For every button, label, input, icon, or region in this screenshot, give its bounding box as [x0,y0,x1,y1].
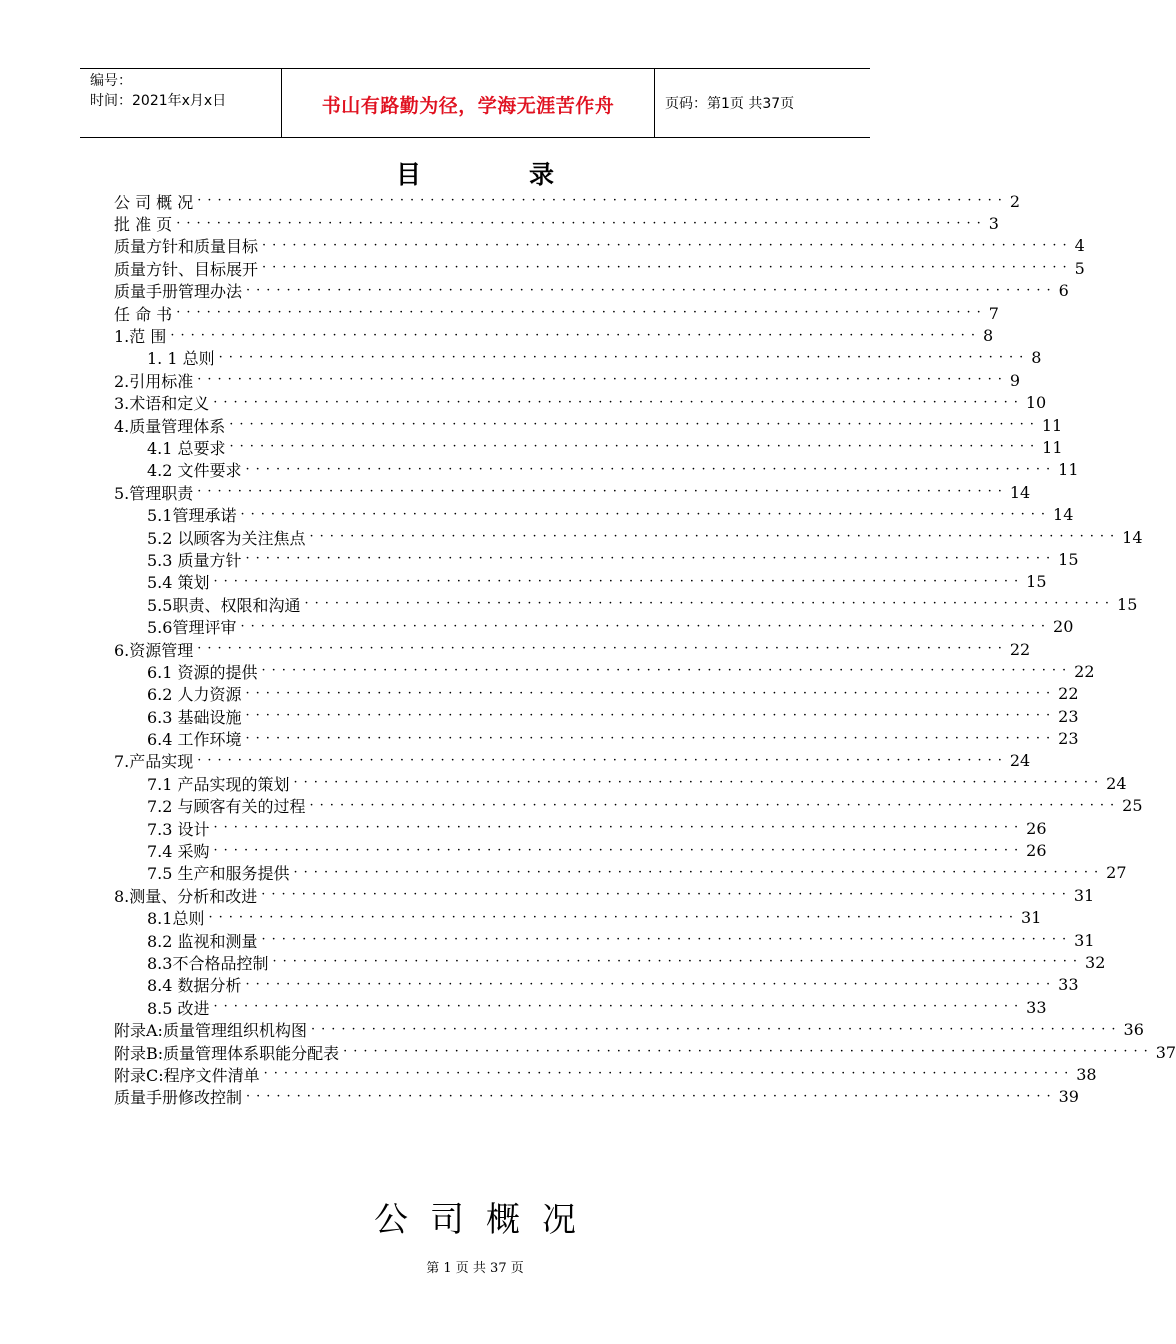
toc-entry-label: 质量方针和质量目标 [114,237,259,257]
toc-leader-dots: ················································································ [197,193,1008,209]
toc-entry[interactable] [114,280,1069,302]
toc-entry-label: 附录A:质量管理组织机构图 [114,1021,307,1041]
toc-entry-page: 11 [1058,460,1079,480]
toc-entry[interactable] [114,839,1047,862]
toc-entry[interactable] [114,526,1143,548]
toc-entry-page: 14 [1122,527,1143,547]
toc-entry-page: 7 [988,303,999,323]
header-meta [80,69,282,137]
toc-entry-page: 15 [1026,572,1047,592]
toc-entry-label: 2.引用标准 [114,371,194,391]
toc-entry-page: 27 [1106,863,1127,883]
toc-entry-page: 25 [1122,796,1143,816]
toc-entry[interactable] [114,392,1047,414]
toc-entry[interactable] [114,750,1031,772]
toc-entry-page: 24 [1009,751,1031,771]
page-header [80,68,870,138]
toc-entry[interactable] [114,660,1095,682]
toc-entry-label: 公 司 概 况 [114,192,194,212]
toc-leader-dots: ················································································ [246,1088,1057,1104]
toc-entry-page: 23 [1058,729,1079,749]
toc-leader-dots: ················································································ [245,708,1057,724]
toc-entry-label: 任 命 书 [114,304,173,324]
toc-leader-dots: ················································································ [343,1044,1154,1060]
toc-entry-page: 11 [1042,437,1063,457]
toc-entry-label: 7.2 与顾客有关的过程 [147,797,306,817]
toc-entry[interactable] [114,571,1047,593]
toc-entry[interactable] [114,1041,1176,1063]
toc-entry-label: 7.4 采购 [147,842,210,862]
toc-entry-page: 33 [1026,997,1047,1017]
toc-entry-label: 1. 1 总则 [147,349,215,369]
toc-entry-page: 15 [1117,594,1138,614]
toc-entry[interactable] [114,683,1079,705]
toc-entry[interactable] [114,548,1079,570]
toc-entry[interactable] [114,996,1047,1018]
section-heading: 公司概况 [374,1200,598,1240]
toc-entry-label: 5.5职责、权限和沟通 [147,595,301,615]
toc-entry-page: 24 [1106,773,1127,793]
toc-entry-page: 2 [1009,191,1021,211]
toc-leader-dots: ················································································ [304,596,1116,612]
toc-entry[interactable] [114,907,1042,929]
toc-entry-page: 33 [1058,975,1079,995]
toc-leader-dots: ················································································ [213,999,1025,1015]
doc-number-label: 编号： [90,73,132,89]
toc-leader-dots: ················································································ [229,417,1040,433]
toc-entry-page: 10 [1025,393,1047,413]
toc-entry-label: 8.1总则 [147,909,205,929]
toc-entry[interactable] [114,414,1063,436]
toc-entry-label: 质量手册修改控制 [114,1088,243,1108]
toc-entry-label: 6.4 工作环境 [147,730,242,750]
toc-entry[interactable] [114,974,1079,996]
toc-entry-label: 3.术语和定义 [114,394,210,414]
toc-leader-dots: ················································································ [197,641,1008,656]
toc-leader-dots: ················································································ [262,260,1073,276]
page-footer: 第 1 页 共 37 页 [426,1261,524,1276]
toc-entry[interactable] [114,212,999,235]
toc-leader-dots: ················································································ [310,1021,1122,1037]
toc-entry-label: 附录C:程序文件清单 [114,1065,260,1085]
toc-entry-label: 7.1 产品实现的策划 [147,774,290,794]
toc-entry-label: 6.资源管理 [114,640,194,660]
toc-leader-dots: ················································································ [245,461,1057,477]
toc-entry-page: 9 [1009,370,1021,390]
toc-entry-page: 22 [1009,639,1031,659]
toc-entry-label: 6.1 资源的提供 [147,662,258,682]
toc-entry-label: 5.1管理承诺 [147,506,237,526]
toc-leader-dots: ················································································ [176,215,987,231]
toc-entry-page: 38 [1076,1064,1097,1084]
toc-entry-label: 5.4 策划 [147,573,210,593]
toc-leader-dots: ················································································ [213,820,1025,836]
toc-entry[interactable] [114,1086,1079,1108]
toc-leader-dots: ················································································ [309,797,1121,813]
toc-entry-label: 6.3 基础设施 [147,707,242,727]
toc-entry[interactable] [114,459,1079,481]
toc-entry-page: 15 [1058,549,1079,569]
toc-leader-dots: ················································································ [176,305,987,321]
toc-leader-dots: ················································································ [197,484,1008,500]
toc-entry-page: 31 [1074,930,1095,950]
toc-entry[interactable] [114,593,1138,615]
toc-entry-label: 1.范 围 [114,327,167,347]
toc-entry-label: 5.2 以顾客为关注焦点 [147,528,306,548]
toc-leader-dots: ················································································ [245,551,1057,567]
toc-leader-dots: ················································································ [197,372,1008,388]
toc-entry[interactable] [114,1018,1144,1041]
toc-leader-dots: ················································································ [213,573,1025,589]
toc-entry-label: 7.5 生产和服务提供 [147,864,290,884]
toc-entry[interactable] [114,235,1085,257]
toc-entry[interactable] [114,705,1079,727]
toc-entry-page: 31 [1073,885,1095,905]
toc-entry-page: 39 [1058,1087,1079,1107]
toc-leader-dots: ················································································ [263,1066,1075,1082]
toc-entry-page: 20 [1053,617,1074,637]
toc-entry-page: 26 [1026,818,1047,838]
toc-entry-label: 4.2 文件要求 [147,461,242,481]
toc-entry[interactable] [114,884,1095,906]
toc-entry-label: 6.2 人力资源 [147,685,242,705]
toc-entry-page: 14 [1053,505,1074,525]
header-motto-cell [282,69,655,137]
toc-leader-dots: ················································································ [293,864,1105,880]
toc-leader-dots: ················································································ [245,730,1057,746]
toc-entry[interactable] [114,503,1074,526]
toc-entry-label: 批 准 页 [114,215,173,235]
toc-leader-dots: ················································································ [245,976,1057,992]
toc-leader-dots: ················································································ [213,394,1024,410]
toc-entry-page: 37 [1155,1042,1176,1062]
toc-entry[interactable] [114,347,1042,369]
toc-entry-page: 11 [1041,415,1063,435]
toc-entry-label: 8.4 数据分析 [147,976,242,996]
toc-entry-label: 质量方针、目标展开 [114,259,259,279]
toc-entry[interactable] [114,257,1085,279]
toc-entry-page: 8 [1031,348,1042,368]
toc-entry-page: 22 [1058,684,1079,704]
toc-leader-dots: ················································································ [309,529,1121,545]
toc-entry[interactable] [114,772,1127,794]
toc-leader-dots: ················································································ [245,685,1057,701]
header-time: 时间：2021年x月x日 [90,93,227,109]
toc-entry[interactable] [114,727,1079,750]
toc-entry[interactable] [114,615,1074,638]
toc-entry[interactable] [114,817,1047,839]
toc-leader-dots: ················································································ [262,237,1073,253]
toc-leader-dots: ················································································ [229,439,1041,455]
toc-entry-label: 5.管理职责 [114,483,194,503]
toc-entry-page: 4 [1074,236,1085,256]
toc-entry[interactable] [114,951,1106,973]
toc-entry-label: 7.3 设计 [147,819,210,839]
toc-leader-dots: ················································································ [208,909,1020,925]
toc-leader-dots: ················································································ [170,327,981,343]
toc-entry[interactable] [114,795,1143,817]
toc-entry[interactable] [114,324,994,347]
header-page-info-cell [655,69,870,137]
toc-entry-page: 5 [1074,258,1085,278]
header-motto: 书山有路勤为径，学海无涯苦作舟 [321,94,615,117]
toc-leader-dots: ················································································ [240,618,1052,634]
toc-entry[interactable] [114,481,1031,503]
toc-entry-page: 32 [1085,952,1106,972]
toc-leader-dots: ················································································ [261,932,1073,948]
toc-entry-page: 14 [1009,482,1031,502]
toc-leader-dots: ················································································ [218,349,1030,365]
toc-entry-label: 5.3 质量方针 [147,550,242,570]
toc-entry[interactable] [114,1063,1097,1085]
toc-leader-dots: ················································································ [293,775,1105,791]
toc-entry-page: 22 [1074,661,1095,681]
table-of-contents [114,190,1176,1108]
toc-entry-label: 5.6管理评审 [147,618,237,638]
toc-entry[interactable] [114,929,1095,951]
toc-entry-page: 6 [1058,281,1069,301]
header-page-info: 页码：第1页 共37页 [665,96,795,112]
toc-entry-label: 4.质量管理体系 [114,416,226,436]
toc-leader-dots: ················································································ [261,887,1072,903]
toc-entry-page: 26 [1026,841,1047,861]
toc-entry-label: 7.产品实现 [114,752,194,772]
toc-entry-label: 8.2 监视和测量 [147,931,258,951]
toc-entry-label: 附录B:质量管理体系职能分配表 [114,1043,340,1063]
toc-entry-page: 8 [982,326,994,346]
toc-leader-dots: ················································································ [240,506,1052,522]
toc-entry[interactable] [114,302,999,324]
toc-title: 目录 [395,160,662,189]
toc-entry-page: 31 [1021,908,1042,928]
toc-leader-dots: ················································································ [246,282,1057,298]
toc-entry-label: 8.3不合格品控制 [147,953,269,973]
toc-entry-label: 质量手册管理办法 [114,282,243,302]
toc-entry-page: 23 [1058,706,1079,726]
toc-entry[interactable] [114,862,1127,884]
toc-entry[interactable] [114,638,1031,660]
toc-entry-label: 8.测量、分析和改进 [114,886,258,906]
toc-entry[interactable] [114,369,1021,391]
toc-entry-page: 36 [1123,1020,1144,1040]
toc-leader-dots: ················································································ [272,954,1084,970]
toc-entry-page: 3 [988,214,999,234]
toc-entry[interactable] [114,190,1021,212]
toc-entry-label: 8.5 改进 [147,998,210,1018]
toc-entry-label: 4.1 总要求 [147,439,226,458]
toc-entry[interactable] [114,436,1063,458]
toc-leader-dots: ················································································ [261,663,1073,679]
toc-leader-dots: ················································································ [213,842,1025,858]
toc-leader-dots: ················································································ [197,752,1008,768]
